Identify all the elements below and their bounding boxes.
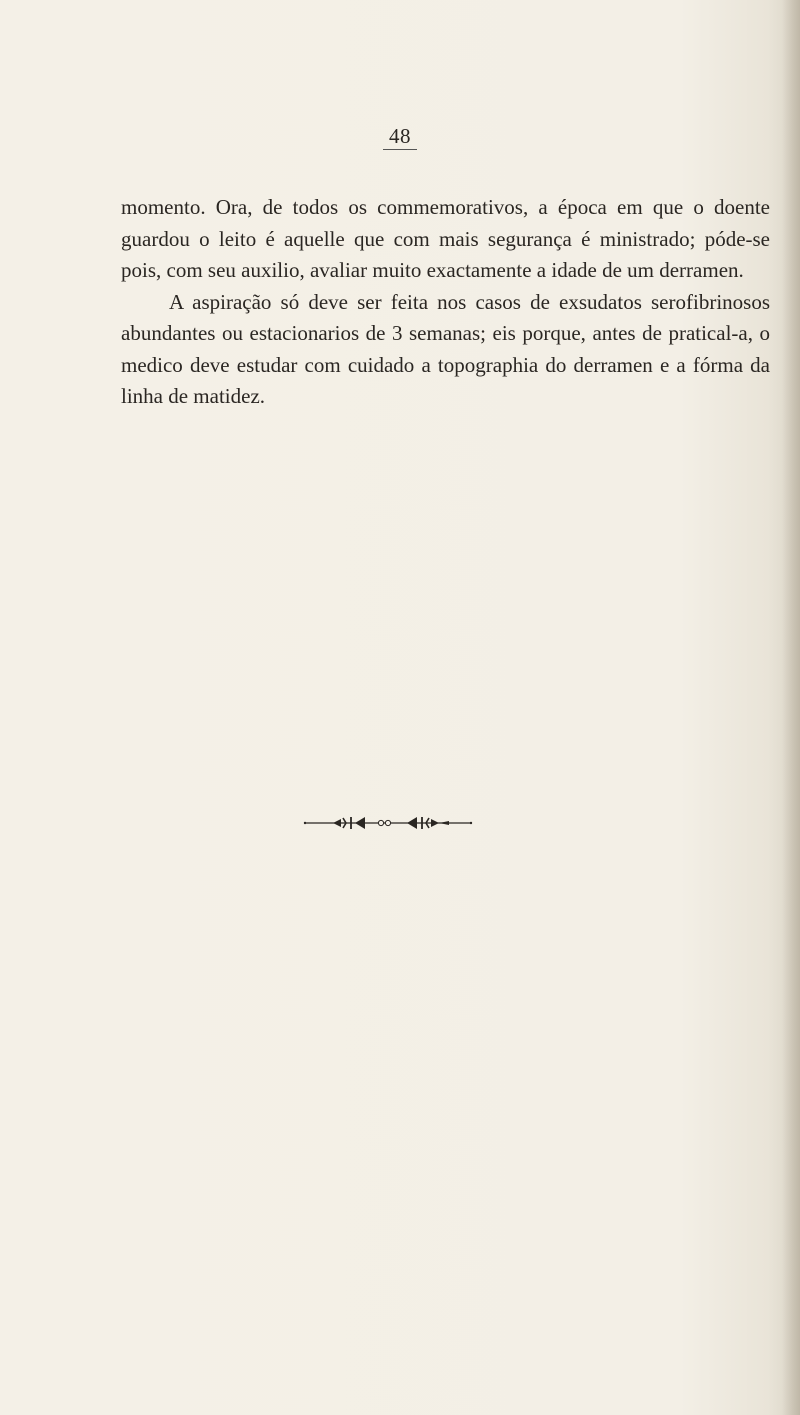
page-number: [0, 124, 800, 149]
paragraph-2: A aspiração só deve ser feita nos casos de exsudatos serofibrinosos abundantes ou estacionarios de 3 semanas; eis porque, antes de pratical-a, o medico deve estudar com cuidado a topographia do derramen e a fórma da linha de matidez.: [121, 289, 770, 408]
paragraph-1: momento. Ora, de todos os commemorativos, a época em que o doente guardou o leito é aquelle que com mais segurança é ministrado; póde-se pois, com seu auxilio, avaliar muito exactamente a idade de um derramen.: [121, 195, 770, 282]
page-edge-shadow: [782, 0, 800, 1415]
page-number-text: 48: [383, 124, 417, 150]
decorative-rule-ornament-icon: [303, 815, 473, 831]
body-text: [121, 192, 770, 413]
